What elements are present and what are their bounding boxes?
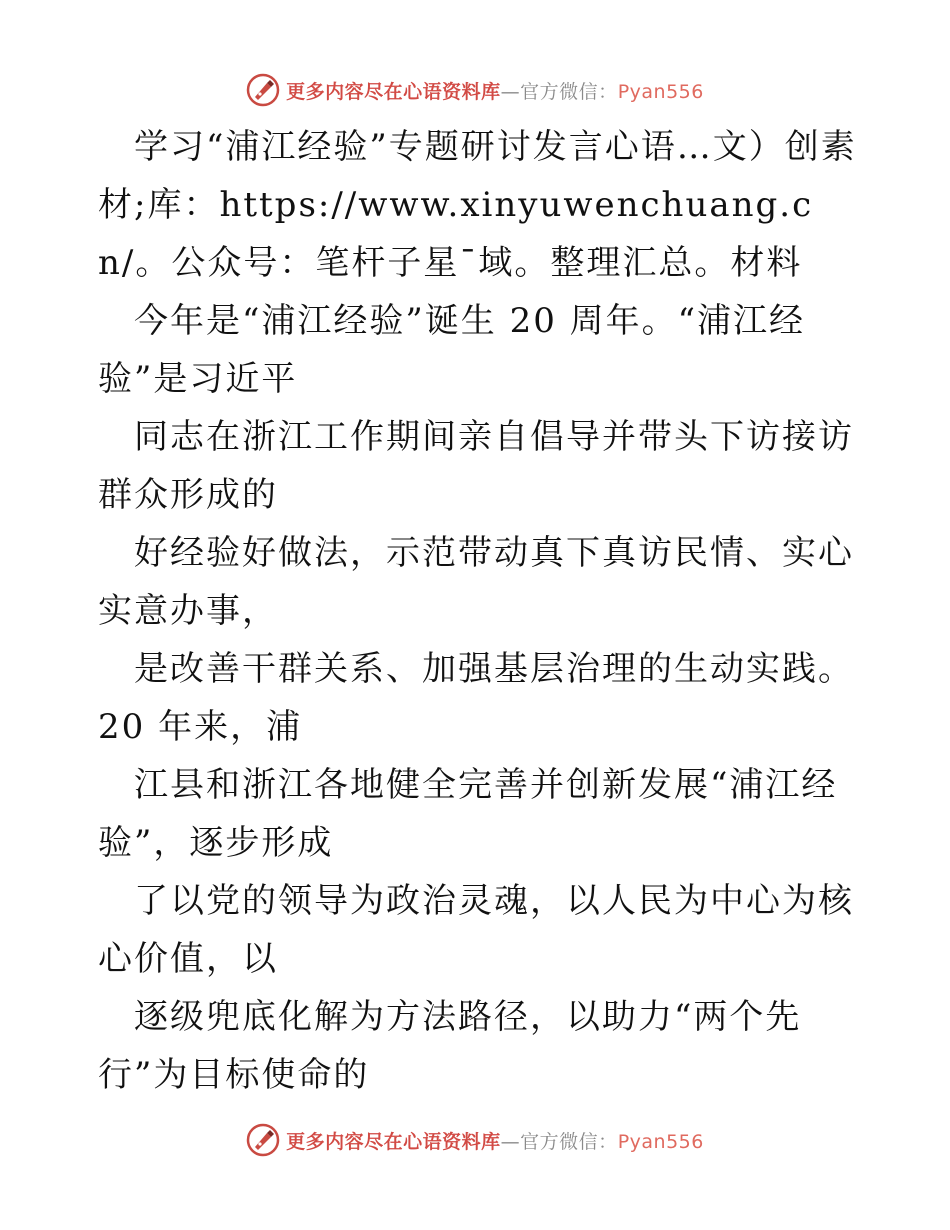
footer-banner bbox=[0, 1120, 950, 1160]
paragraph: 是改善干群关系、加强基层治理的生动实践。20 年来，浦 bbox=[98, 649, 854, 747]
paragraph: 逐级兜底化解为方法路径，以助力“两个先行”为目标使命的 bbox=[98, 997, 802, 1095]
banner-site-name: 更多内容尽在心语资料库 bbox=[286, 1130, 501, 1153]
pen-nib-logo-icon bbox=[246, 1123, 280, 1157]
footer-banner-text bbox=[286, 1127, 704, 1154]
paragraph: 今年是“浦江经验”诞生 20 周年。“浦江经验”是习近平 bbox=[98, 301, 806, 399]
banner-separator: — bbox=[500, 1130, 521, 1153]
paragraph: 好经验好做法，示范带动真下真访民情、实心实意办事， bbox=[98, 533, 854, 631]
paragraph: 学习“浦江经验”专题研讨发言心语…文）创素材;库：https://www.xinyuwenchuang.cn/。公众号：笔杆子星¯域。整理汇总。材料 bbox=[98, 127, 857, 283]
banner-wechat-label: 官方微信： bbox=[520, 1130, 618, 1153]
paragraph: 了以党的领导为政治灵魂，以人民为中心为核心价值，以 bbox=[98, 881, 854, 979]
document-body bbox=[98, 118, 858, 1104]
paragraph: 江县和浙江各地健全完善并创新发展“浦江经验”，逐步形成 bbox=[98, 765, 838, 863]
paragraph: 同志在浙江工作期间亲自倡导并带头下访接访群众形成的 bbox=[98, 417, 854, 515]
banner-wechat-id: Pyan556 bbox=[617, 1130, 704, 1153]
banner-wechat-label: 官方微信： bbox=[520, 80, 618, 103]
pen-nib-logo-icon bbox=[246, 73, 280, 107]
header-banner-text bbox=[286, 77, 704, 104]
banner-wechat-id: Pyan556 bbox=[617, 80, 704, 103]
banner-site-name: 更多内容尽在心语资料库 bbox=[286, 80, 501, 103]
banner-separator: — bbox=[500, 80, 521, 103]
header-banner bbox=[0, 70, 950, 110]
